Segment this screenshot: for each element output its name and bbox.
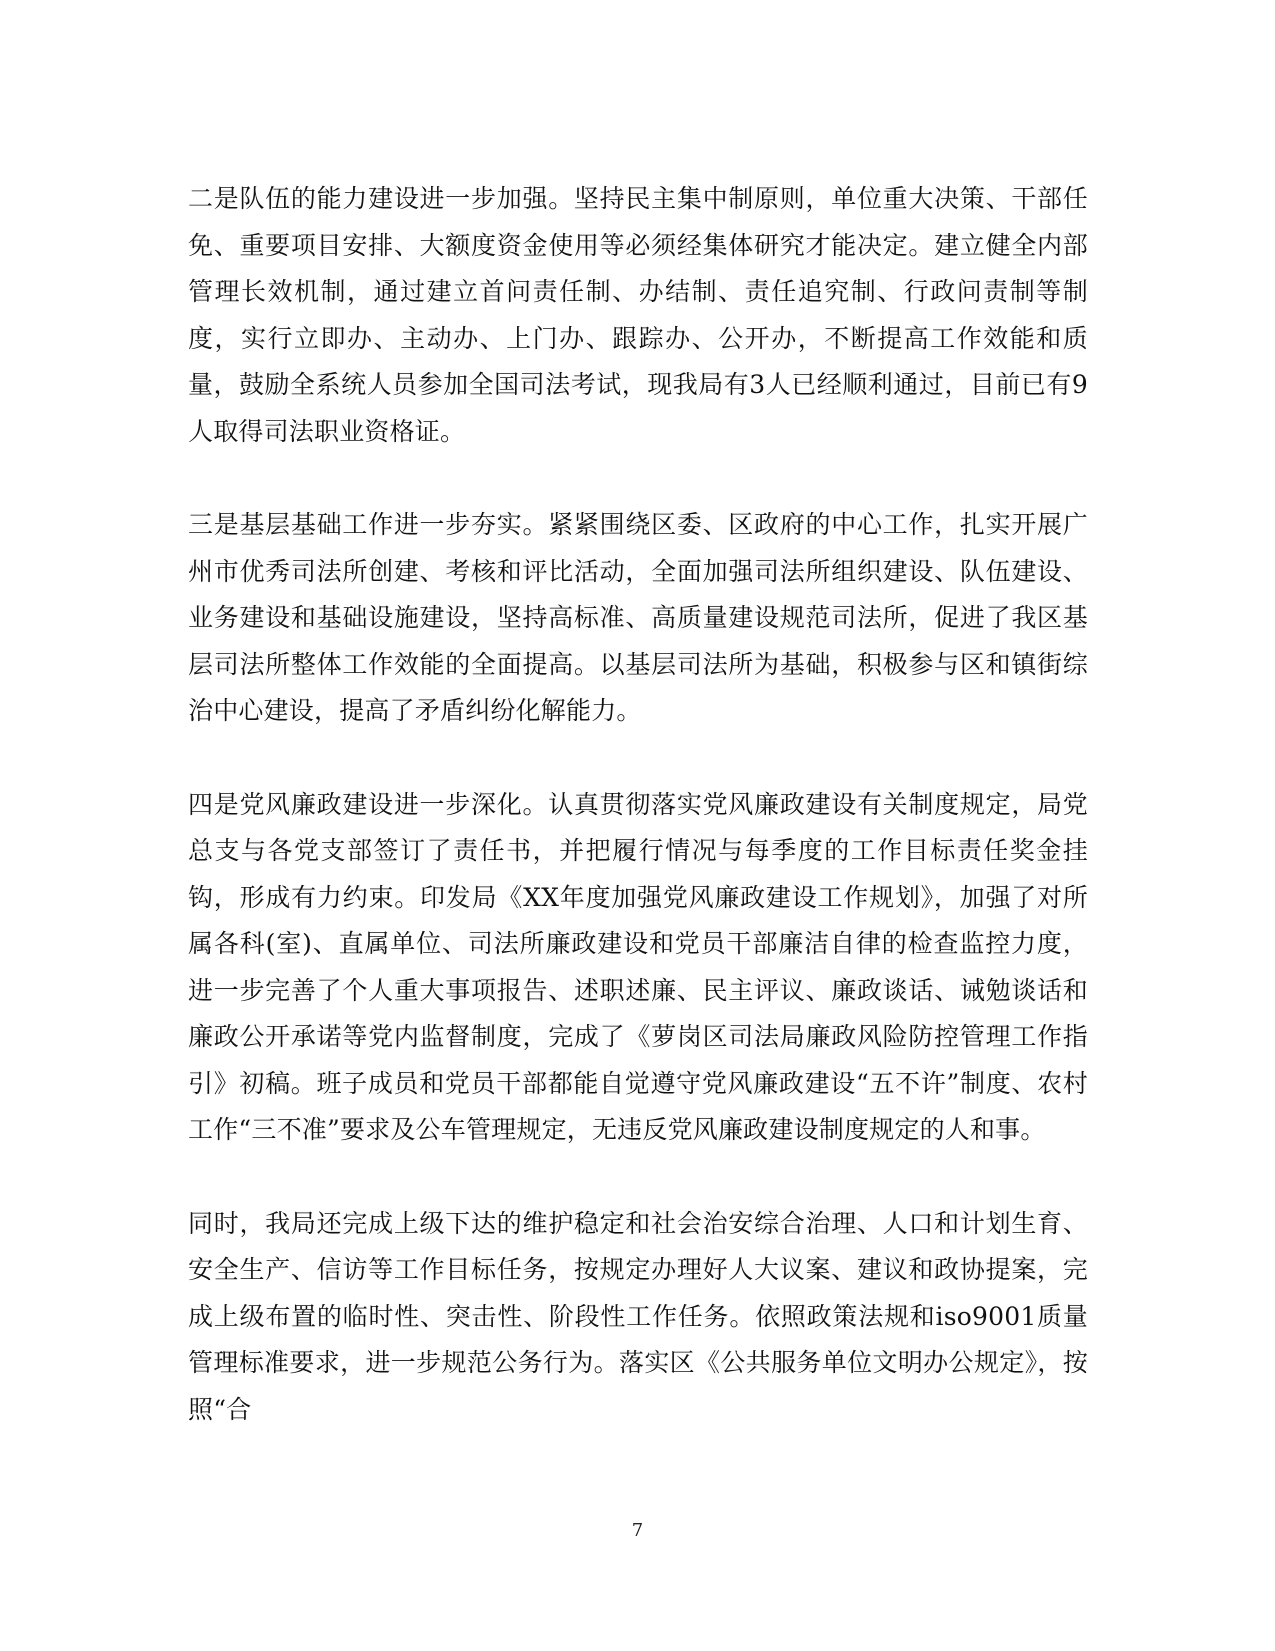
- paragraph-integrity-building: 四是党风廉政建设进一步深化。认真贯彻落实党风廉政建设有关制度规定，局党总支与各党支部签订了责任书，并把履行情况与每季度的工作目标责任奖金挂钩，形成有力约束。印发局《XX年度加强党风廉政建设工作规划》，加强了对所属各科(室)、直属单位、司法所廉政建设和党员干部廉洁自律的检查监控力度，进一步完善了个人重大事项报告、述职述廉、民主评议、廉政谈话、诫勉谈话和廉政公开承诺等党内监督制度，完成了《萝岗区司法局廉政风险防控管理工作指引》初稿。班子成员和党员干部都能自觉遵守党风廉政建设“五不许”制度、农村工作“三不准”要求及公车管理规定，无违反党风廉政建设制度规定的人和事。: [188, 789, 1088, 1144]
- page-number: 7: [631, 1520, 644, 1541]
- paragraph-grassroots-work: 三是基层基础工作进一步夯实。紧紧围绕区委、区政府的中心工作，扎实开展广州市优秀司法所创建、考核和评比活动，全面加强司法所组织建设、队伍建设、业务建设和基础设施建设，坚持高标准、高质量建设规范司法所，促进了我区基层司法所整体工作效能的全面提高。以基层司法所为基础，积极参与区和镇街综治中心建设，提高了矛盾纠纷化解能力。: [188, 510, 1088, 725]
- document-body: [188, 176, 1088, 1433]
- paragraph-other-tasks: 同时，我局还完成上级下达的维护稳定和社会治安综合治理、人口和计划生育、安全生产、信访等工作目标任务，按规定办理好人大议案、建议和政协提案，完成上级布置的临时性、突击性、阶段性工作任务。依照政策法规和iso9001质量管理标准要求，进一步规范公务行为。落实区《公共服务单位文明办公规定》，按照“合: [188, 1208, 1088, 1424]
- paragraph-team-capacity: 二是队伍的能力建设进一步加强。坚持民主集中制原则，单位重大决策、干部任免、重要项目安排、大额度资金使用等必须经集体研究才能决定。建立健全内部管理长效机制，通过建立首问责任制、办结制、责任追究制、行政问责制等制度，实行立即办、主动办、上门办、跟踪办、公开办，不断提高工作效能和质量，鼓励全系统人员参加全国司法考试，现我局有3人已经顺利通过，目前已有9人取得司法职业资格证。: [188, 184, 1088, 446]
